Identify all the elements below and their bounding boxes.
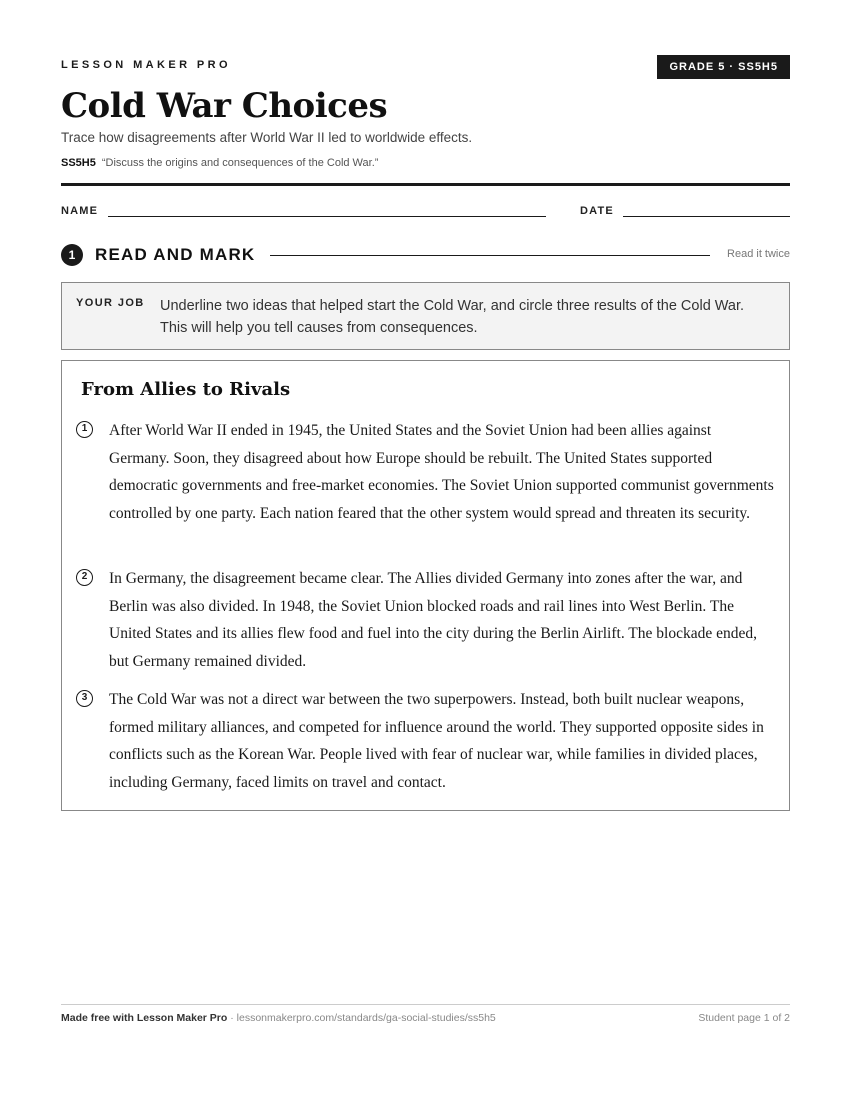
footer-url: · lessonmakerpro.com/standards/ga-social-studies/ss5h5 — [227, 1012, 496, 1024]
section-note: Read it twice — [727, 248, 790, 260]
reading-passage-box — [61, 360, 790, 811]
section-divider — [270, 255, 710, 256]
paragraph-number-icon: 1 — [76, 421, 93, 438]
worksheet-page — [61, 0, 790, 1100]
your-job-box — [61, 282, 790, 350]
your-job-label: YOUR JOB — [76, 297, 145, 309]
name-label: NAME — [61, 205, 99, 217]
footer-divider — [61, 1004, 790, 1005]
standard-line — [61, 157, 378, 169]
section-title: READ AND MARK — [95, 245, 256, 264]
your-job-instructions: Underline two ideas that helped start the Cold War, and circle three results of the Cold War. This will help you tell causes from consequences. — [160, 298, 745, 336]
paragraph-text: The Cold War was not a direct war between the two superpowers. Instead, both built nuclear weapons, formed military alliances, and competed for influence around the world. They supported opposite sides in conflicts such as the Korean War. People lived with fear of nuclear war, while families in divided places, including Germany, faced limits on travel and contact. — [109, 691, 764, 791]
paragraph-text: In Germany, the disagreement became clear. The Allies divided Germany into zones after the war, and Berlin was also divided. In 1948, the Soviet Union blocked roads and rail lines into West Berlin. The United States and its allies flew food and fuel into the city during the Berlin Airlift. The blockade ended, but Germany remained divided. — [109, 570, 757, 670]
page-title: Cold War Choices — [61, 86, 388, 126]
standard-text: “Discuss the origins and consequences of the Cold War.” — [101, 157, 379, 169]
footer-made-with: Made free with Lesson Maker Pro — [61, 1012, 228, 1024]
grade-badge: GRADE 5 · SS5H5 — [657, 55, 790, 79]
paragraph-text: After World War II ended in 1945, the United States and the Soviet Union had been allies against Germany. Soon, they disagreed about how Europe should be rebuilt. The United States supported democratic governments and free-market economies. The Soviet Union supported communist governments controlled by one party. Each nation feared that the other system would spread and threaten its security. — [109, 422, 774, 522]
date-label: DATE — [580, 205, 614, 217]
date-field[interactable] — [623, 216, 790, 217]
brand-name: LESSON MAKER PRO — [61, 59, 231, 71]
standard-code: SS5H5 — [61, 157, 96, 169]
paragraph-number-icon: 3 — [76, 690, 93, 707]
name-field[interactable] — [108, 216, 546, 217]
page-subtitle: Trace how disagreements after World War II led to worldwide effects. — [61, 130, 473, 145]
paragraph-number-icon: 2 — [76, 569, 93, 586]
section-number-badge: 1 — [61, 244, 83, 266]
reading-title: From Allies to Rivals — [81, 379, 291, 400]
footer-page-number: Student page 1 of 2 — [698, 1012, 790, 1024]
footer-credit — [61, 1012, 496, 1024]
header-divider — [61, 183, 790, 186]
